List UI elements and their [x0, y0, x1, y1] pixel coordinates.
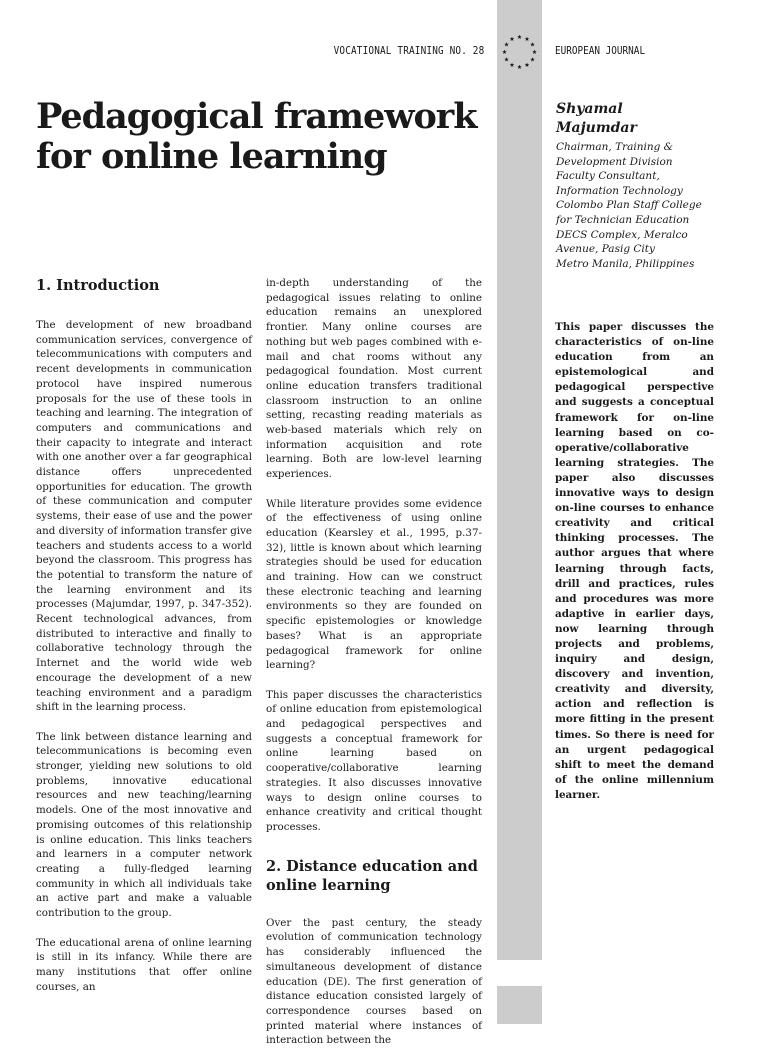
affiliation-line: Metro Manila, Philippines — [556, 257, 695, 270]
text-column-left — [36, 276, 252, 1009]
paragraph: While literature provides some evidence of the effectiveness of using online education (Kearsley et al., 1995, p.37-32), little is known about which learning strategies should be used for education and training. How can we construct these electronic teaching and learning environments so they are founded on specific epistemologies or knowledge bases? What is an appropriate pedagogical framework for online learning? — [266, 497, 482, 672]
journal-name: EUROPEAN JOURNAL — [555, 44, 646, 57]
article-title: Pedagogical framework for online learning — [36, 96, 477, 177]
abstract: This paper discusses the characteristics of on-line education from an epistemological and pedagogical perspective and suggests a conceptual framework for on-line learning based on co-operative/collaborative learning strategies. The paper also discusses innovative ways to design on-line courses to enhance creativity and critical thinking processes. The author argues that where learning through facts, drill and practices, rules and procedures was more adaptive in earlier days, now learning through projects and problems, inquiry and design, discovery and invention, creativity and diversity, action and reflection is more fitting in the present times. So there is need for an urgent pedagogical shift to meet the demand of the online millennium learner. — [555, 321, 714, 801]
affiliation-line: for Technician Education — [556, 213, 690, 226]
paragraph: This paper discusses the characteristics of online education from epistemological and pedagogical perspectives and suggests a conceptual framework for online learning based on cooperative/collaborative learning strategies. It also discusses innovative ways to design online courses to enhance creativity and critical thought processes. — [266, 688, 482, 833]
author-affiliation — [556, 140, 756, 271]
affiliation-line: Colombo Plan Staff College — [556, 199, 702, 212]
paragraph: The educational arena of online learning is still in its infancy. While there are many institutions that offer online courses, an — [36, 936, 252, 993]
star-icon — [502, 50, 507, 54]
paragraph: The development of new broadband communication services, convergence of telecommunications with computers and recent developments in communication protocol have inspired numerous proposals for the use of these tools in teaching and learning. The integration of computers and communications and their capacity to integrate and interact with one another over a far geographical distance offers unprecedented opportunities for education. The growth of these communication and computer systems, their ease of use and the power and diversity of information transfer give teachers and students access to a world beyond the classroom. This progress has the potential to transform the nature of the learning environment and its processes (Majumdar, 1997, p. 347-352). Recent technological advances, from distributed to interactive and finally to collaborative technology through the Internet and the world wide web encourage the development of a new teaching environment and a paradigm shift in the learning process. — [36, 319, 252, 714]
star-icon — [517, 65, 522, 69]
affiliation-line: Information Technology — [556, 184, 683, 197]
affiliation-line: Avenue, Pasig City — [556, 243, 655, 256]
star-icon — [530, 57, 535, 61]
affiliation-line: Chairman, Training & — [556, 141, 674, 153]
author-block — [556, 100, 756, 271]
star-icon — [517, 35, 522, 39]
star-icon — [525, 63, 530, 67]
section-heading-distance-education: 2. Distance education and online learning — [266, 857, 478, 894]
gray-margin-band-bottom — [497, 986, 542, 1024]
paragraph: Over the past century, the steady evolution of communication technology has considerably influenced the simultaneous development of distance education (DE). The first generation of distance education consisted largely of correspondence courses based on printed material where instances of interaction between the — [266, 916, 482, 1047]
author-name: Shyamal Majumdar — [556, 101, 637, 136]
paragraph: The link between distance learning and telecommunications is becoming even stronger, yielding new solutions to old problems, innovative educational resources and new teaching/learning models. One of the most innovative and promising outcomes of this relationship is online education. This links teachers and learners in a computer network creating a fully-fledged learning community in which all individuals take an active part and make a valuable contribution to the group. — [36, 730, 252, 920]
star-icon — [510, 63, 515, 67]
text-column-middle — [266, 276, 482, 1063]
star-icon — [525, 37, 530, 41]
star-icon — [532, 50, 537, 54]
journal-issue: VOCATIONAL TRAINING NO. 28 — [333, 44, 484, 57]
star-icon — [504, 42, 509, 46]
gray-margin-band — [497, 0, 542, 960]
star-icon — [510, 37, 515, 41]
affiliation-line: Development Division — [556, 155, 673, 168]
section-heading-introduction: 1. Introduction — [36, 277, 160, 294]
star-icon — [530, 42, 535, 46]
star-icon — [504, 57, 509, 61]
paragraph: in-depth understanding of the pedagogical issues relating to online education remains an unexplored frontier. Many online courses are nothing but web pages combined with e-mail and chat rooms without any pedagogical foundation. Most current online education transfers traditional classroom instruction to an online setting, recasting reading materials as web-based materials which rely on information acquisition and rote learning. Both are low-level learning experiences. — [266, 277, 482, 481]
affiliation-line: DECS Complex, Meralco — [556, 228, 688, 241]
eu-stars-icon — [497, 30, 542, 74]
affiliation-line: Faculty Consultant, — [556, 170, 660, 183]
